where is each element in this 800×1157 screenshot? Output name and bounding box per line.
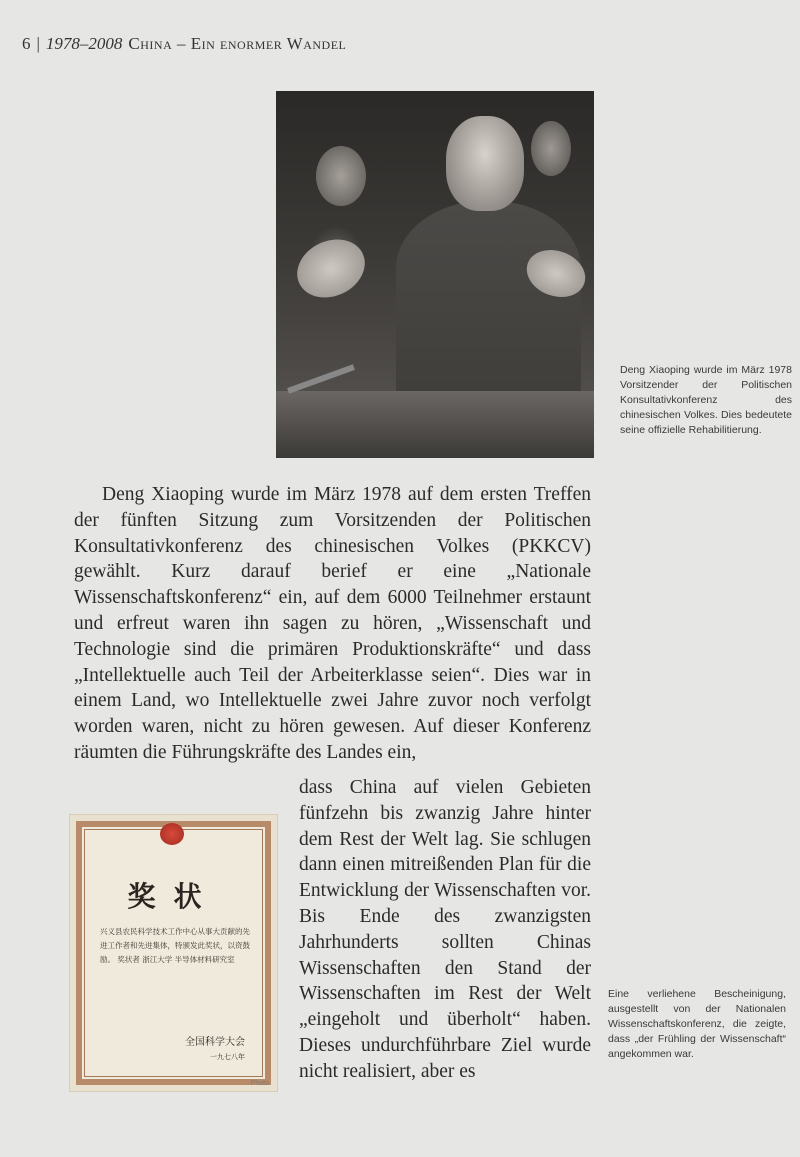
photo-caption: Deng Xiaoping wurde im März 1978 Vorsitzender der Politischen Konsultativkonferenz des chinesischen Volkes. Dies bedeutete seine offizielle Rehabilitierung. — [620, 364, 792, 436]
certificate-issuer: 全国科学大会 — [185, 1037, 245, 1048]
header-years: 1978–2008 — [45, 34, 123, 53]
paragraph: Deng Xiaoping wurde im März 1978 auf dem ersten Treffen der fünften Sitzung zum Vorsitzenden der Politischen Konsultativkonferenz des chinesischen Volkes (PKKCV) gewählt. Kurz darauf berief er eine „Nationale Wissenschaftskonferenz“ ein, auf dem 6000 Teilnehmer erstaunt und erfreut waren ihn sagen zu hören, „Wissenschaft und Technologie sind die primären Produktionskräfte“ und dass „Intellektuelle auch Teil der Arbeiterklasse seien“. Dies war in einem Land, wo Intellektuelle zwei Jahre zuvor noch verfolgt worden waren, nicht zu hören gewesen. Auf dieser Konferenz räumten die Führungskräfte des Landes ein, — [74, 484, 591, 763]
photo-background-person — [316, 146, 366, 206]
national-emblem-icon — [160, 823, 184, 845]
page-number: 6 — [22, 34, 31, 53]
deng-xiaoping-photo — [276, 91, 594, 458]
certificate-caption: Eine verliehene Bescheinigung, ausgestellt von der Nationalen Wissenschaftskonferenz, die zeigte, dass „der Frühling der Wissenschaft“ angekommen war. — [608, 988, 786, 1060]
body-text-continued — [299, 775, 591, 1085]
body-text-main — [74, 482, 591, 766]
photo-figure-head — [446, 116, 524, 211]
certificate-date: 一九七八年 — [210, 1053, 245, 1061]
photo-figure-hand — [288, 229, 375, 308]
paragraph: dass China auf vielen Gebieten fünfzehn bis zwanzig Jahre hinter dem Rest der Welt lag. Sie schlugen dann einen mitreißenden Plan für die Entwicklung der Wissenschaften vor. Bis Ende des zwanzigsten Jahrhunderts sollten Chinas Wissenschaften den Stand der Wissenschaften im Rest der Welt „eingeholt und überholt“ haben. Dieses undurchführbare Ziel wurde nicht realisiert, aber es — [299, 777, 591, 1082]
certificate-signature — [185, 1033, 245, 1062]
certificate-title: 奖状 — [127, 880, 220, 913]
header-title: China – Ein enormer Wandel — [128, 34, 347, 53]
certificate-text: 兴义县农民科学技术工作中心从事大贡献的先进工作者和先进集体，特颁发此奖状，以资鼓励。 奖状者 浙江大学 半导体材料研究室 — [100, 927, 250, 964]
header-separator: | — [36, 34, 40, 53]
running-header — [22, 34, 346, 54]
photo-desk — [276, 391, 594, 458]
photo-microphone — [287, 364, 355, 394]
award-certificate-image — [70, 815, 277, 1091]
photo-credit-mark: Photo — [250, 1080, 269, 1087]
photo-background-person — [531, 121, 571, 176]
